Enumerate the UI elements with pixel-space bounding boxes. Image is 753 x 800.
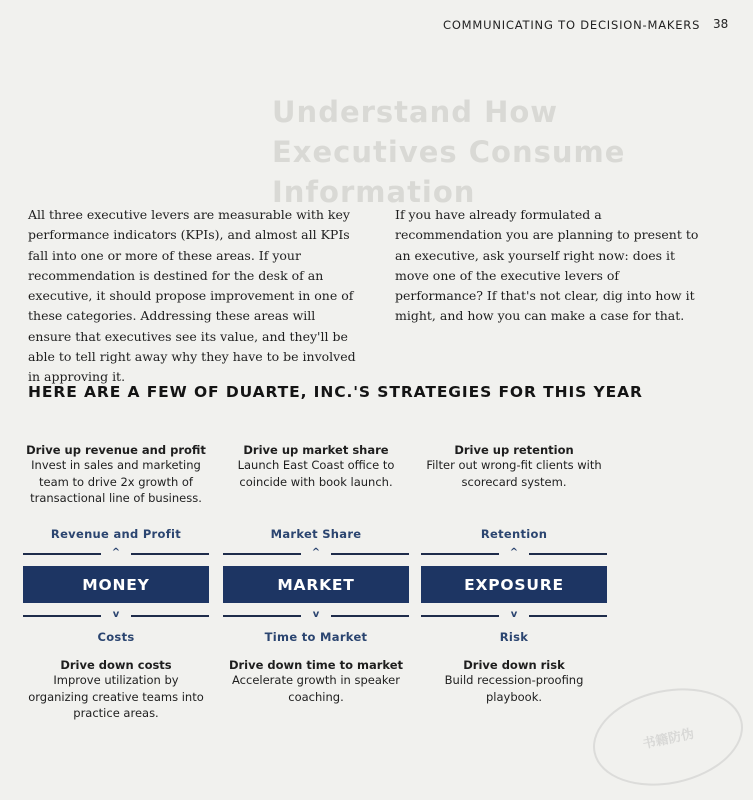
drive-up-text: Invest in sales and marketing team to drive 2x growth of transactional line of business. xyxy=(30,458,202,505)
drive-down-text: Build recession-proofing playbook. xyxy=(444,673,584,704)
drive-up-text: Launch East Coast office to coincide with book launch. xyxy=(237,458,395,489)
body-paragraph-left: All three executive levers are measurable with key performance indicators (KPIs), and almost all KPIs fall into one or more of these areas. If your recommendation is destined for the desk of an executive, it should propose improvement in one of these categories. Addressing these areas will ensure that executives see its value, and they'll be able to tell right away why they have to be involved in approving it. xyxy=(28,207,356,385)
chevron-down-icon: v xyxy=(112,609,120,620)
lever-down-label: Time to Market xyxy=(264,630,368,644)
drive-down-text: Accelerate growth in speaker coaching. xyxy=(232,673,400,704)
chevron-up-icon: ^ xyxy=(311,547,321,558)
body-paragraph-right: If you have already formulated a recommendation you are planning to present to an executive, ask yourself right now: does it move one of the executive levers of performance? If that's not clear, dig into how it might, and how you can make a case for that. xyxy=(395,207,699,324)
lever-down-label: Costs xyxy=(97,630,135,644)
chevron-up-icon: ^ xyxy=(111,547,121,558)
chevron-down-icon: v xyxy=(510,609,518,620)
chevron-down-icon: v xyxy=(312,609,320,620)
lever-up-label: Retention xyxy=(480,527,548,541)
strategies-heading: HERE ARE A FEW OF DUARTE, INC.'S STRATEGIES FOR THIS YEAR xyxy=(28,383,643,401)
drive-down-title: Drive down costs xyxy=(60,658,172,672)
lever-box: MONEY xyxy=(23,566,209,603)
lever-up-label: Revenue and Profit xyxy=(50,527,182,541)
lever-box: EXPOSURE xyxy=(421,566,607,603)
drive-down-title: Drive down time to market xyxy=(228,658,404,672)
drive-up-title: Drive up market share xyxy=(243,443,389,457)
lever-box: MARKET xyxy=(223,566,409,603)
running-header: COMMUNICATING TO DECISION-MAKERS xyxy=(443,18,701,32)
drive-up-text: Filter out wrong-fit clients with scorecard system. xyxy=(426,458,602,489)
page-number: 38 xyxy=(713,17,729,31)
drive-down-title: Drive down risk xyxy=(463,658,565,672)
chevron-up-icon: ^ xyxy=(509,547,519,558)
lever-down-label: Risk xyxy=(499,630,529,644)
drive-down-text: Improve utilization by organizing creative teams into practice areas. xyxy=(28,673,204,720)
faded-heading: Understand How Executives Consume Information xyxy=(272,95,626,209)
drive-up-title: Drive up revenue and profit xyxy=(26,443,206,457)
lever-up-label: Market Share xyxy=(270,527,362,541)
drive-up-title: Drive up retention xyxy=(454,443,574,457)
anti-counterfeit-stamp: 书籍防伪 xyxy=(584,675,752,799)
